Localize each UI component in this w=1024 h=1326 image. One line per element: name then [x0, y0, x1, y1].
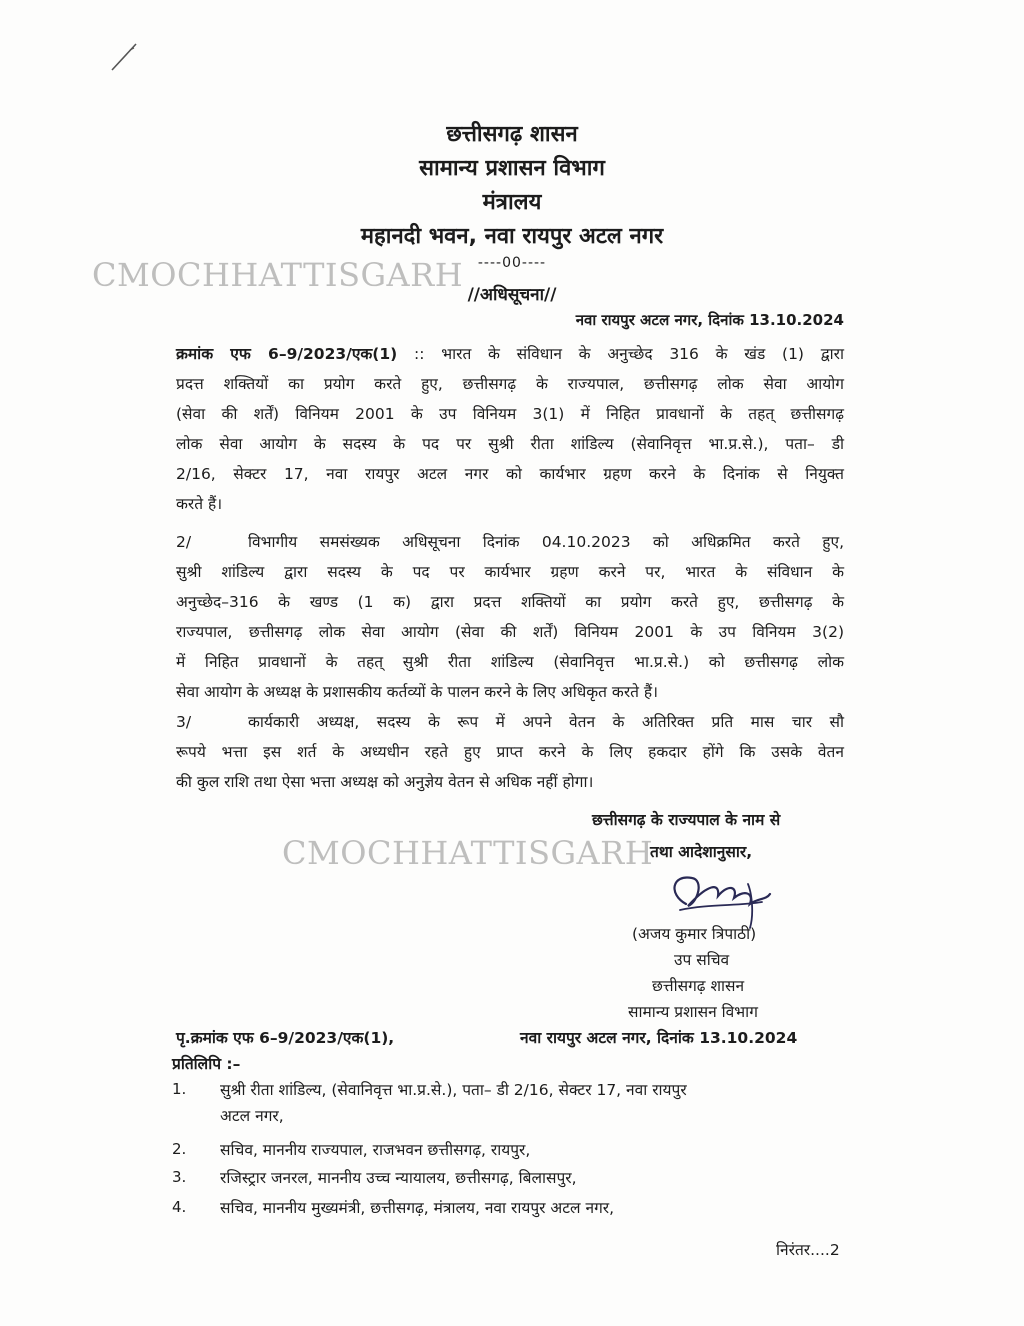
signatory-department: सामान्य प्रशासन विभाग [628, 1003, 758, 1021]
para2-line3: अनुच्छेद–316 के खण्ड (1 क) द्वारा प्रदत्त शक्तियों का प्रयोग करते हुए, छत्तीसगढ़ के [176, 593, 844, 611]
para1-line3: (सेवा की शर्तें) विनियम 2001 के उप विनियम 3(1) में निहित प्रावधानों के तहत् छत्तीसगढ़ [176, 405, 844, 423]
para3-number: 3/ [176, 713, 192, 731]
order-line1: छत्तीसगढ़ के राज्यपाल के नाम से [592, 811, 781, 829]
signatory-designation: उप सचिव [674, 951, 730, 969]
copy-item-number: 3. [172, 1168, 187, 1186]
signatory-name: (अजय कुमार त्रिपाठी) [632, 925, 757, 943]
header-divider: ----00---- [477, 255, 547, 271]
copy-heading: प्रतिलिपि :– [172, 1055, 241, 1073]
pen-mark-icon [108, 40, 142, 74]
para3-line2: रूपये भत्ता इस शर्त के अध्यधीन रहते हुए प्राप्त करने के लिए हकदार होंगे कि उसके वेतन [176, 743, 844, 761]
para2-line6: सेवा आयोग के अध्यक्ष के प्रशासकीय कर्तव्यों के पालन करने के लिए अधिकृत करते हैं। [176, 683, 659, 701]
continued-marker: निरंतर....2 [776, 1241, 840, 1259]
copy-item-number: 1. [172, 1080, 187, 1098]
copy-item-number: 2. [172, 1140, 187, 1158]
para2-line5: में निहित प्रावधानों के तहत् सुश्री रीता शांडिल्य (सेवानिवृत्त भा.प्र.से.) को छत्तीसगढ़ लोक [176, 653, 844, 671]
copy-item-4: सचिव, माननीय मुख्यमंत्री, छत्तीसगढ़, मंत्रालय, नवा रायपुर अटल नगर, [220, 1199, 615, 1217]
para1-line2: प्रदत्त शक्तियों का प्रयोग करते हुए, छत्तीसगढ़ के राज्यपाल, छत्तीसगढ़ लोक सेवा आयोग [176, 375, 844, 393]
para1-line4: लोक सेवा आयोग के सदस्य के पद पर सुश्री रीता शांडिल्य (सेवानिवृत्त भा.प्र.से.), पता– डी [176, 435, 844, 453]
header-address: महानदी भवन, नवा रायपुर अटल नगर [360, 224, 664, 249]
copy-item-1-line1: सुश्री रीता शांडिल्य, (सेवानिवृत्त भा.प्र.से.), पता– डी 2/16, सेक्टर 17, नवा रायपुर [220, 1081, 687, 1099]
watermark-top: CMOCHHATTISGARH [92, 256, 464, 294]
copy-item-3: रजिस्ट्रार जनरल, माननीय उच्च न्यायालय, छत्तीसगढ़, बिलासपुर, [220, 1169, 577, 1187]
header-government: छत्तीसगढ़ शासन [446, 122, 578, 147]
para1-line6: करते हैं। [176, 495, 223, 513]
para2-line4: राज्यपाल, छत्तीसगढ़ लोक सेवा आयोग (सेवा की शर्तें) विनियम 2001 के उप विनियम 3(2) [176, 623, 844, 641]
copy-item-2: सचिव, माननीय राज्यपाल, राजभवन छत्तीसगढ़, रायपुर, [220, 1141, 531, 1159]
copy-item-number: 4. [172, 1198, 187, 1216]
notice-title: //अधिसूचना// [467, 285, 557, 305]
order-line2: तथा आदेशानुसार, [650, 843, 753, 861]
header-ministry: मंत्रालय [482, 190, 542, 215]
para3-line3: की कुल राशि तथा ऐसा भत्ता अध्यक्ष को अनुज्ञेय वेतन से अधिक नहीं होगा। [176, 773, 594, 791]
para2-number: 2/ [176, 533, 192, 551]
header-department: सामान्य प्रशासन विभाग [419, 156, 605, 181]
para2-line2: सुश्री शांडिल्य द्वारा सदस्य के पद पर कार्यभार ग्रहण करने पर, भारत के संविधान के [176, 563, 844, 581]
copy-item-1-line2: अटल नगर, [220, 1107, 284, 1125]
para2-line1: 2/ विभागीय समसंख्यक अधिसूचना दिनांक 04.10.2023 को अधिक्रमित करते हुए, [176, 533, 844, 551]
copy-dateline: नवा रायपुर अटल नगर, दिनांक 13.10.2024 [520, 1029, 798, 1047]
copy-reference: पृ.क्रमांक एफ 6–9/2023/एक(1), [176, 1029, 395, 1047]
signatory-government: छत्तीसगढ़ शासन [652, 977, 745, 995]
notification-dateline: नवा रायपुर अटल नगर, दिनांक 13.10.2024 [575, 311, 844, 329]
watermark-middle: CMOCHHATTISGARH [282, 834, 654, 872]
para3-line1: 3/ कार्यकारी अध्यक्ष, सदस्य के रूप में अपने वेतन के अतिरिक्त प्रति मास चार सौ [176, 713, 844, 731]
para1-line1: क्रमांक एफ 6–9/2023/एक(1) :: भारत के संविधान के अनुच्छेद 316 के खंड (1) द्वारा [176, 345, 844, 363]
para1-line5: 2/16, सेक्टर 17, नवा रायपुर अटल नगर को कार्यभार ग्रहण करने के दिनांक से नियुक्त [176, 465, 844, 483]
reference-number: क्रमांक एफ 6–9/2023/एक(1) [176, 345, 398, 363]
